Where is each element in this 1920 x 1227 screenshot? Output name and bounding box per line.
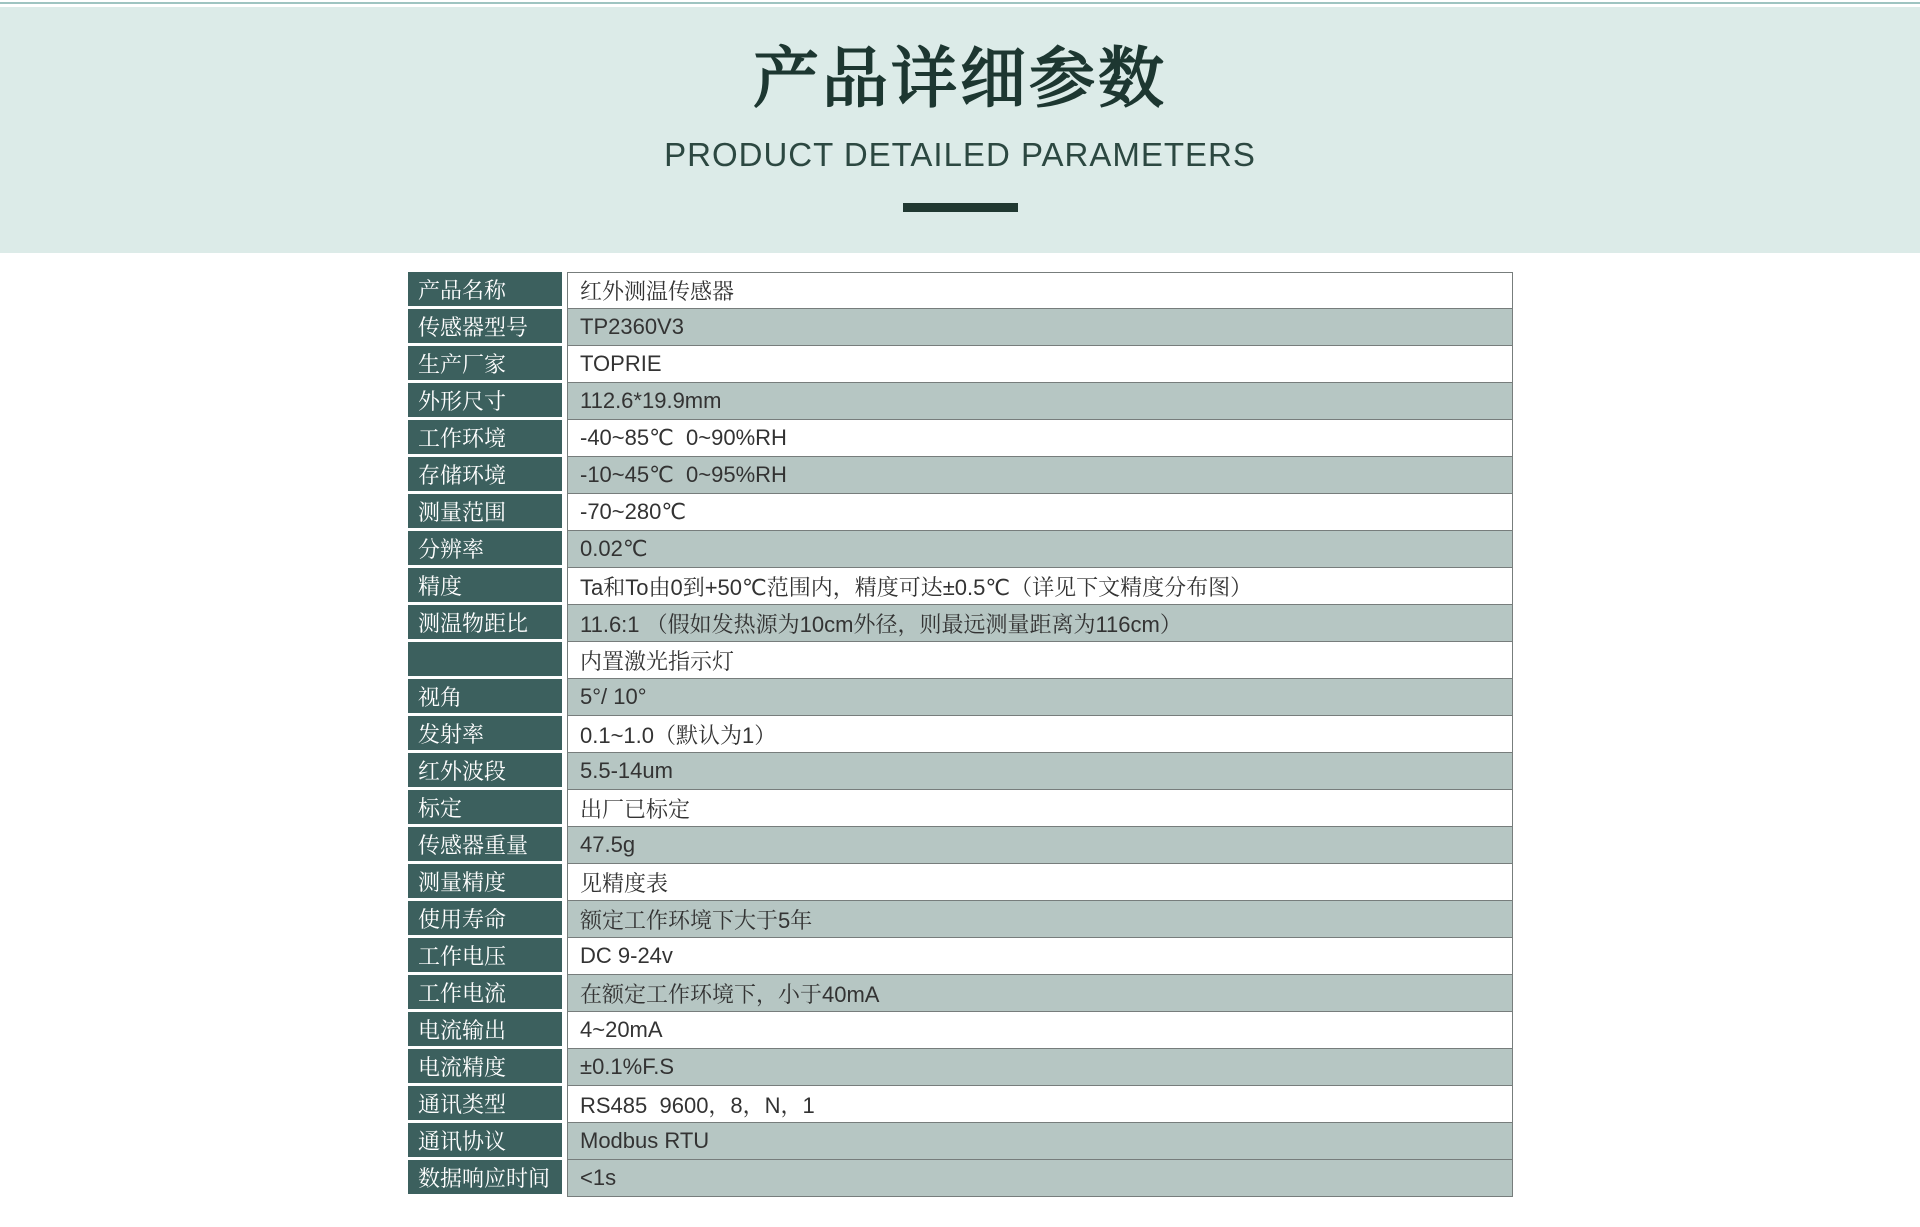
row-label: 视角 <box>408 679 562 713</box>
row-value: -40~85℃ 0~90%RH <box>567 420 1513 457</box>
row-label: 红外波段 <box>408 753 562 787</box>
row-label: 生产厂家 <box>408 346 562 380</box>
table-row <box>408 790 1513 827</box>
table-row <box>408 864 1513 901</box>
row-value: 0.02℃ <box>567 531 1513 568</box>
row-value: 在额定工作环境下，小于40mA <box>567 975 1513 1012</box>
table-row <box>408 346 1513 383</box>
row-value: 4~20mA <box>567 1012 1513 1049</box>
table-row <box>408 309 1513 346</box>
row-value: 5.5-14um <box>567 753 1513 790</box>
table-row <box>408 605 1513 642</box>
table-row <box>408 753 1513 790</box>
row-label: 存储环境 <box>408 457 562 491</box>
row-value: TP2360V3 <box>567 309 1513 346</box>
row-value: 出厂已标定 <box>567 790 1513 827</box>
table-row <box>408 1012 1513 1049</box>
row-label: 测温物距比 <box>408 605 562 639</box>
row-label: 电流输出 <box>408 1012 562 1046</box>
page-subtitle: PRODUCT DETAILED PARAMETERS <box>664 136 1256 173</box>
row-value: 5°/ 10° <box>567 679 1513 716</box>
table-row <box>408 679 1513 716</box>
table-row <box>408 1049 1513 1086</box>
spec-table <box>408 272 1513 1197</box>
table-row <box>408 383 1513 420</box>
row-value: 内置激光指示灯 <box>567 642 1513 679</box>
row-value: RS485 9600，8，N，1 <box>567 1086 1513 1123</box>
table-row <box>408 272 1513 309</box>
row-value: TOPRIE <box>567 346 1513 383</box>
page-title: 产品详细参数 <box>753 41 1167 115</box>
table-row <box>408 494 1513 531</box>
row-value: <1s <box>567 1160 1513 1197</box>
row-label: 工作环境 <box>408 420 562 454</box>
table-row <box>408 420 1513 457</box>
row-label: 传感器重量 <box>408 827 562 861</box>
row-value: 0.1~1.0（默认为1） <box>567 716 1513 753</box>
row-value: Modbus RTU <box>567 1123 1513 1160</box>
hero-section <box>0 7 1920 253</box>
row-value: 47.5g <box>567 827 1513 864</box>
table-row <box>408 975 1513 1012</box>
row-value: 额定工作环境下大于5年 <box>567 901 1513 938</box>
row-value: -10~45℃ 0~95%RH <box>567 457 1513 494</box>
table-row <box>408 901 1513 938</box>
row-label: 工作电压 <box>408 938 562 972</box>
table-row <box>408 568 1513 605</box>
title-underline-bar <box>903 203 1018 212</box>
row-label: 电流精度 <box>408 1049 562 1083</box>
row-label: 测量精度 <box>408 864 562 898</box>
table-row <box>408 1160 1513 1197</box>
row-value: ±0.1%F.S <box>567 1049 1513 1086</box>
row-value: 11.6:1 （假如发热源为10cm外径，则最远测量距离为116cm） <box>567 605 1513 642</box>
table-row <box>408 457 1513 494</box>
row-label: 通讯协议 <box>408 1123 562 1157</box>
row-value: -70~280℃ <box>567 494 1513 531</box>
row-label: 传感器型号 <box>408 309 562 343</box>
row-label: 工作电流 <box>408 975 562 1009</box>
top-divider-line <box>0 2 1920 4</box>
row-label: 分辨率 <box>408 531 562 565</box>
row-label: 数据响应时间 <box>408 1160 562 1194</box>
table-row <box>408 642 1513 679</box>
row-label: 通讯类型 <box>408 1086 562 1120</box>
row-label: 发射率 <box>408 716 562 750</box>
table-row <box>408 1123 1513 1160</box>
row-value: 112.6*19.9mm <box>567 383 1513 420</box>
row-label: 使用寿命 <box>408 901 562 935</box>
row-label: 精度 <box>408 568 562 602</box>
table-row <box>408 716 1513 753</box>
row-label: 外形尺寸 <box>408 383 562 417</box>
table-row <box>408 938 1513 975</box>
row-value: Ta和To由0到+50℃范围内，精度可达±0.5℃（详见下文精度分布图） <box>567 568 1513 605</box>
row-label: 测量范围 <box>408 494 562 528</box>
row-label: 产品名称 <box>408 272 562 306</box>
row-value: DC 9-24v <box>567 938 1513 975</box>
row-value: 红外测温传感器 <box>567 272 1513 309</box>
table-row <box>408 531 1513 568</box>
row-value: 见精度表 <box>567 864 1513 901</box>
row-label <box>408 642 562 676</box>
table-row <box>408 827 1513 864</box>
row-label: 标定 <box>408 790 562 824</box>
table-row <box>408 1086 1513 1123</box>
